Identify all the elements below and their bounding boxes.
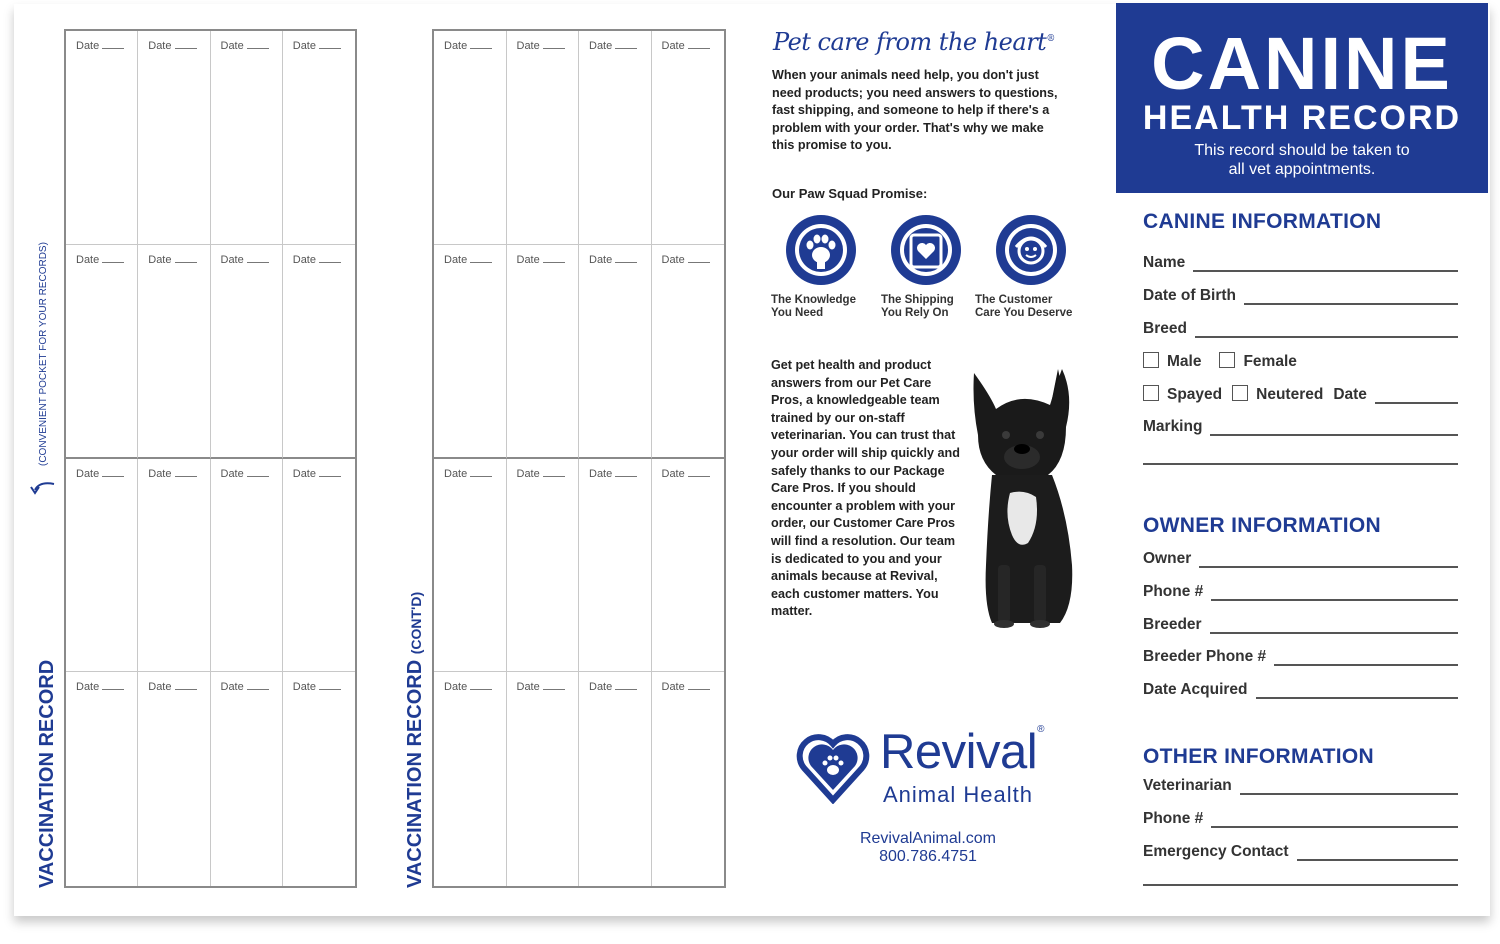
vaccination-date-cell[interactable] <box>283 31 355 245</box>
customer-care-icon <box>996 215 1066 285</box>
vaccination-date-cell[interactable] <box>211 31 283 245</box>
vaccination-date-cell[interactable] <box>211 459 283 673</box>
vaccination-date-cell[interactable] <box>507 672 580 886</box>
revival-heart-logo-icon <box>796 730 870 809</box>
paw-bulb-icon <box>786 215 856 285</box>
date-label: Date <box>517 254 565 266</box>
fixed-row <box>1143 385 1458 404</box>
date-label: Date <box>221 681 269 693</box>
marking-field[interactable]: Marking <box>1143 418 1458 436</box>
date-label: Date <box>293 468 341 480</box>
date-label: Date <box>662 40 710 52</box>
vaccination-record-title: VACCINATION RECORD <box>36 659 58 888</box>
brand-subtitle: Animal Health <box>883 782 1033 807</box>
vaccination-date-cell[interactable] <box>507 459 580 673</box>
record-banner <box>1116 3 1488 193</box>
date-label: Date <box>444 468 492 480</box>
vaccination-date-cell[interactable] <box>66 672 138 886</box>
vaccination-date-cell[interactable] <box>66 31 138 245</box>
vaccination-date-cell[interactable] <box>66 245 138 459</box>
promise-heading: Our Paw Squad Promise: <box>772 186 928 201</box>
date-label: Date <box>444 40 492 52</box>
date-label: Date <box>76 254 124 266</box>
record-title: CANINE <box>1151 22 1453 105</box>
breeder-field[interactable]: Breeder <box>1143 616 1458 634</box>
date-label: Date <box>662 254 710 266</box>
breed-field[interactable]: Breed <box>1143 320 1458 338</box>
spayed-checkbox[interactable]: Spayed <box>1143 385 1222 404</box>
owner-phone-field[interactable]: Phone # <box>1143 583 1458 601</box>
vaccination-date-cell[interactable] <box>507 31 580 245</box>
vaccination-date-cell[interactable] <box>579 31 652 245</box>
vaccination-date-cell[interactable] <box>652 672 725 886</box>
vaccination-date-cell[interactable] <box>579 672 652 886</box>
vaccination-date-cell[interactable] <box>138 31 210 245</box>
date-label: Date <box>148 40 196 52</box>
date-label: Date <box>293 40 341 52</box>
brand-name: Revival® <box>880 724 1045 779</box>
date-label: Date <box>293 681 341 693</box>
vet-phone-field[interactable]: Phone # <box>1143 810 1458 828</box>
vaccination-date-cell[interactable] <box>138 459 210 673</box>
vaccination-date-cell[interactable] <box>507 245 580 459</box>
date-label: Date <box>589 468 637 480</box>
vaccination-date-cell[interactable] <box>434 31 507 245</box>
date-label: Date <box>221 40 269 52</box>
vaccination-date-cell[interactable] <box>211 672 283 886</box>
vaccination-date-cell[interactable] <box>66 459 138 673</box>
vaccination-grid-contd <box>432 29 726 888</box>
sex-row <box>1143 352 1458 371</box>
pocket-arrow-icon <box>30 476 56 496</box>
date-label: Date <box>76 681 124 693</box>
vaccination-date-cell[interactable] <box>652 31 725 245</box>
record-note: This record should be taken to all vet appointments. <box>1194 142 1410 178</box>
date-label: Date <box>444 681 492 693</box>
date-label: Date <box>444 254 492 266</box>
male-checkbox[interactable]: Male <box>1143 352 1201 371</box>
promo-tagline: Pet care from the heart® <box>773 28 1055 56</box>
vaccination-grid <box>64 29 357 888</box>
vaccination-date-cell[interactable] <box>138 245 210 459</box>
breeder-phone-field[interactable]: Breeder Phone # <box>1143 648 1458 666</box>
date-label: Date <box>76 468 124 480</box>
date-label: Date <box>148 468 196 480</box>
date-label: Date <box>76 40 124 52</box>
vaccination-date-cell[interactable] <box>283 672 355 886</box>
record-subtitle: HEALTH RECORD <box>1142 99 1462 137</box>
french-bulldog-photo <box>962 365 1087 630</box>
website-link[interactable]: RevivalAnimal.com <box>859 830 997 847</box>
date-label: Date <box>221 468 269 480</box>
emergency-contact-field[interactable]: Emergency Contact <box>1143 843 1458 861</box>
date-label: Date <box>293 254 341 266</box>
veterinarian-field[interactable]: Veterinarian <box>1143 777 1458 795</box>
vaccination-date-cell[interactable] <box>283 245 355 459</box>
pocket-note: (CONVENIENT POCKET FOR YOUR RECORDS) <box>38 242 49 466</box>
date-label: Date <box>221 254 269 266</box>
promise-caption-knowledge: The Knowledge You Need <box>771 294 856 319</box>
dob-field[interactable]: Date of Birth <box>1143 287 1458 305</box>
emergency-extra-line[interactable] <box>1143 884 1458 886</box>
vaccination-date-cell[interactable] <box>579 459 652 673</box>
marking-extra-line[interactable] <box>1143 463 1458 465</box>
name-field[interactable]: Name <box>1143 254 1458 272</box>
vaccination-date-cell[interactable] <box>652 459 725 673</box>
phone-number: 800.786.4751 <box>879 848 977 865</box>
owner-field[interactable]: Owner <box>1143 550 1458 568</box>
vaccination-date-cell[interactable] <box>652 245 725 459</box>
vaccination-record-contd-title: VACCINATION RECORD (CONT'D) <box>404 591 426 888</box>
date-label: Date <box>662 681 710 693</box>
date-label: Date <box>517 468 565 480</box>
canine-info-heading: CANINE INFORMATION <box>1143 210 1382 233</box>
other-info-heading: OTHER INFORMATION <box>1143 745 1375 768</box>
date-label: Date <box>589 40 637 52</box>
date-label: Date <box>589 681 637 693</box>
fixed-date-line[interactable] <box>1375 392 1458 404</box>
date-label: Date <box>517 681 565 693</box>
vaccination-date-cell[interactable] <box>434 245 507 459</box>
date-label: Date <box>148 681 196 693</box>
vaccination-date-cell[interactable] <box>138 672 210 886</box>
neutered-checkbox[interactable]: Neutered <box>1232 385 1323 404</box>
date-label: Date <box>148 254 196 266</box>
date-label: Date <box>589 254 637 266</box>
female-checkbox[interactable]: Female <box>1219 352 1296 371</box>
date-acquired-field[interactable]: Date Acquired <box>1143 681 1458 699</box>
fixed-date-label: Date <box>1333 386 1367 403</box>
date-label: Date <box>662 468 710 480</box>
vaccination-date-cell[interactable] <box>434 459 507 673</box>
promise-caption-shipping: The Shipping You Rely On <box>881 294 954 319</box>
date-label: Date <box>517 40 565 52</box>
promo-body: Get pet health and product answers from our Pet Care Pros, a knowledgeable team trained by our on-staff veterinarian. You can trust that your order will ship quickly and safely thanks to our Package Care Pros. If you should encounter a problem with your order, our Customer Care Pros will find a resolution. Our team is dedicated to you and your animals because at Revival, each customer matters. You matter. <box>771 358 960 619</box>
promo-intro: When your animals need help, you don't just need products; you need answers to questions, fast shipping, and someone to help if there's a problem with your order. That's why we make this promise to you. <box>772 68 1058 153</box>
vaccination-date-cell[interactable] <box>434 672 507 886</box>
owner-info-heading: OWNER INFORMATION <box>1143 514 1382 537</box>
vaccination-date-cell[interactable] <box>579 245 652 459</box>
heart-box-icon <box>891 215 961 285</box>
promise-caption-care: The Customer Care You Deserve <box>975 294 1073 319</box>
vaccination-date-cell[interactable] <box>211 245 283 459</box>
vaccination-date-cell[interactable] <box>283 459 355 673</box>
